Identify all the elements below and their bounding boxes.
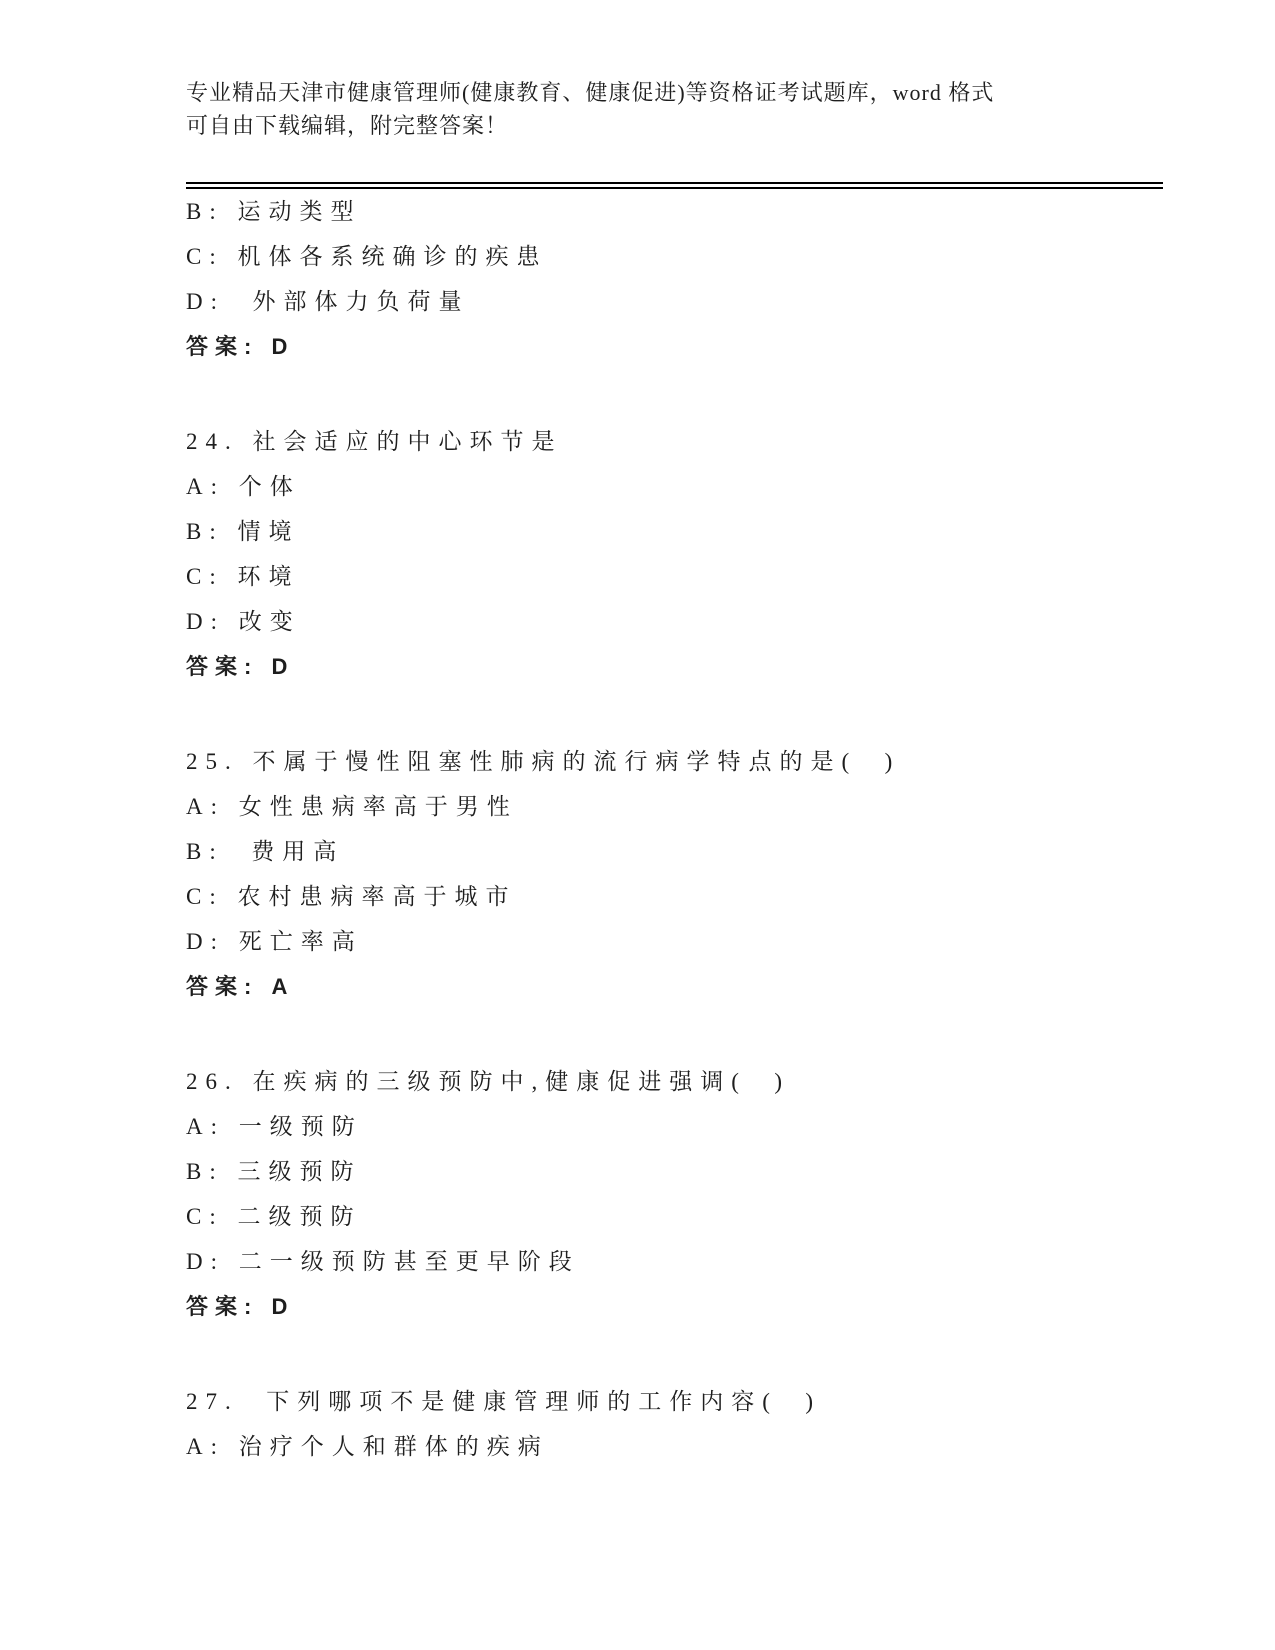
option-line: B: 三级预防 bbox=[186, 1159, 362, 1184]
option-line: C: 农村患病率高于城市 bbox=[186, 884, 517, 909]
question-block-25 bbox=[186, 739, 1186, 1009]
option-line: C: 环境 bbox=[186, 564, 300, 589]
answer-line: 答案: A bbox=[186, 974, 295, 999]
question-title: 24. 社会适应的中心环节是 bbox=[186, 429, 563, 454]
document-content bbox=[186, 189, 1186, 1469]
question-block-continued bbox=[186, 189, 1186, 369]
option-line: C: 二级预防 bbox=[186, 1204, 362, 1229]
answer-line: 答案: D bbox=[186, 1294, 295, 1319]
question-title: 26. 在疾病的三级预防中,健康促进强调( ) bbox=[186, 1069, 791, 1094]
question-block-27 bbox=[186, 1379, 1186, 1469]
option-line: D: 二一级预防甚至更早阶段 bbox=[186, 1249, 580, 1274]
question-block-26 bbox=[186, 1059, 1186, 1329]
option-line: B: 情境 bbox=[186, 519, 300, 544]
header-divider bbox=[186, 182, 1163, 189]
option-line: A: 女性患病率高于男性 bbox=[186, 794, 518, 819]
option-line: A: 个体 bbox=[186, 474, 301, 499]
question-title: 25. 不属于慢性阻塞性肺病的流行病学特点的是( ) bbox=[186, 749, 901, 774]
option-line: B: 费用高 bbox=[186, 839, 345, 864]
option-line: D: 改变 bbox=[186, 609, 301, 634]
option-line: D: 死亡率高 bbox=[186, 929, 363, 954]
answer-line: 答案: D bbox=[186, 654, 295, 679]
header-line-1: 专业精品天津市健康管理师(健康教育、健康促进)等资格证考试题库，word 格式 bbox=[186, 80, 995, 105]
option-line: C: 机体各系统确诊的疾患 bbox=[186, 244, 548, 269]
page-header bbox=[186, 76, 1166, 142]
answer-line: 答案: D bbox=[186, 334, 295, 359]
header-line-2: 可自由下载编辑，附完整答案！ bbox=[186, 113, 509, 138]
option-line: A: 治疗个人和群体的疾病 bbox=[186, 1434, 549, 1459]
option-line: B: 运动类型 bbox=[186, 199, 362, 224]
option-line: A: 一级预防 bbox=[186, 1114, 363, 1139]
question-title: 27. 下列哪项不是健康管理师的工作内容( ) bbox=[186, 1389, 822, 1414]
question-block-24 bbox=[186, 419, 1186, 689]
option-line: D: 外部体力负荷量 bbox=[186, 289, 470, 314]
